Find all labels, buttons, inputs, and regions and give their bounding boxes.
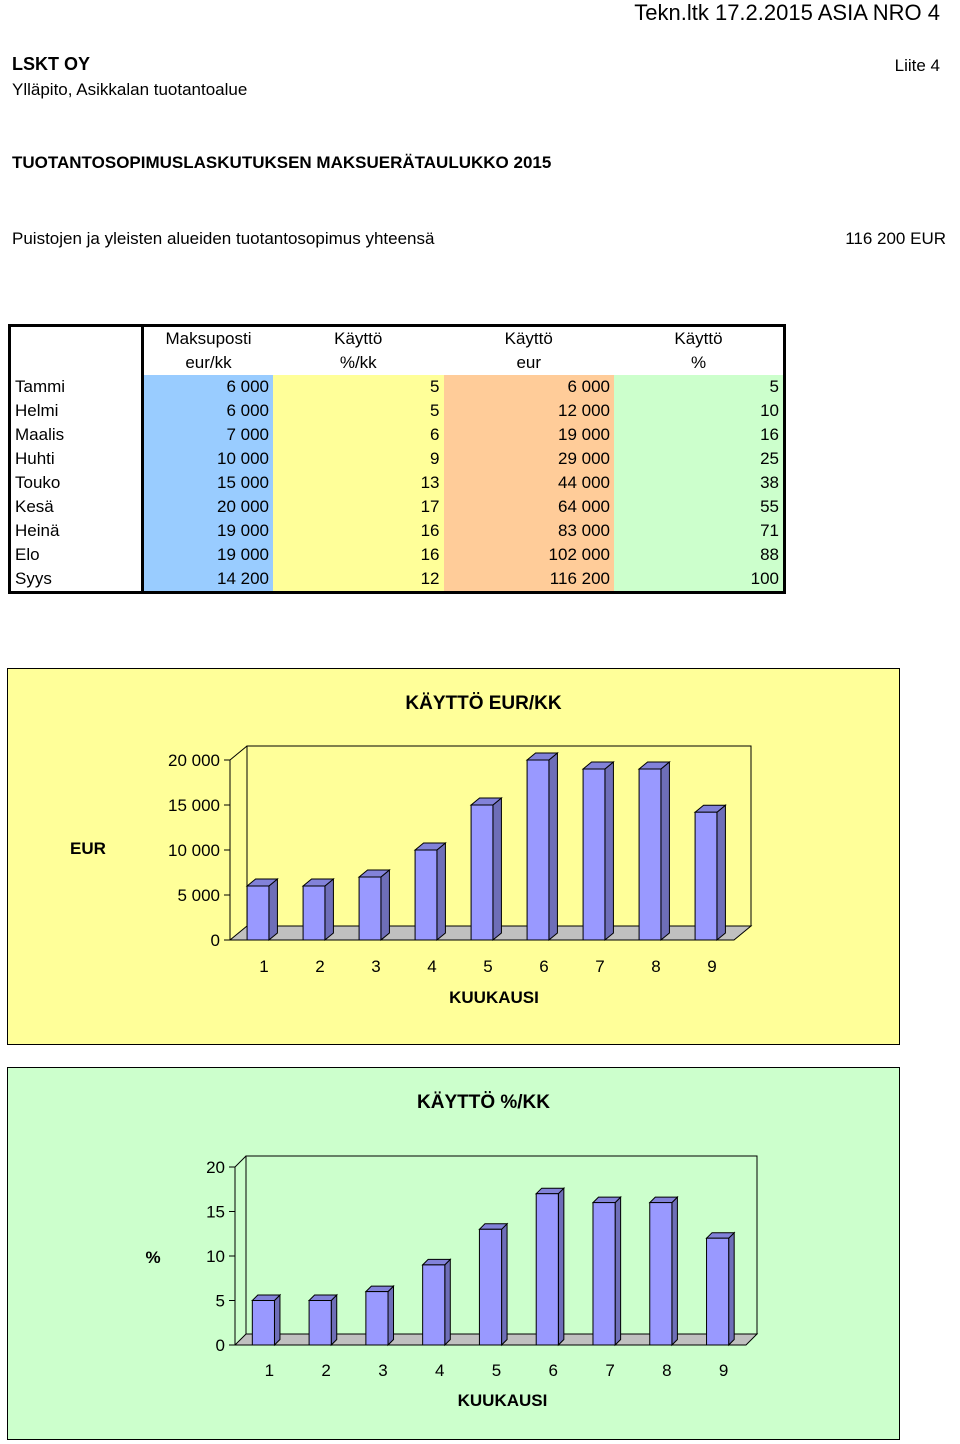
bar-front: [479, 1229, 501, 1345]
table-header-row: [10, 326, 785, 352]
x-tick-label: 7: [605, 1361, 615, 1380]
x-tick-label: 5: [491, 1361, 502, 1380]
pct-month-cell: 6: [273, 423, 444, 447]
x-tick-label: 2: [321, 1361, 331, 1380]
x-tick-label: 5: [483, 957, 493, 976]
column-header-payment: Maksuposti: [165, 329, 252, 348]
cum-pct-cell: 38: [614, 471, 785, 495]
bar: [639, 762, 669, 940]
bar: [707, 1233, 735, 1345]
month-cell: Helmi: [10, 399, 143, 423]
bar-top: [366, 1286, 394, 1292]
pct-month-cell: 16: [273, 519, 444, 543]
bar: [527, 753, 557, 940]
bar-top: [536, 1188, 564, 1194]
bar: [359, 870, 389, 940]
chart-pct-svg: [8, 1068, 899, 1439]
payment-cell: 19 000: [143, 519, 274, 543]
cum-eur-cell: 64 000: [444, 495, 615, 519]
cum-eur-cell: 12 000: [444, 399, 615, 423]
y-tick-label: 0: [215, 1336, 225, 1355]
bar-side: [558, 1188, 564, 1345]
month-column-header: [10, 326, 143, 376]
column-unit-cum-pct: %: [690, 353, 707, 372]
pct-month-cell: 13: [273, 471, 444, 495]
x-tick-label: 9: [718, 1361, 729, 1380]
pct-month-cell: 5: [273, 375, 444, 399]
x-tick-label: 2: [315, 957, 325, 976]
bar-front: [359, 877, 381, 940]
bar: [309, 1295, 337, 1345]
cum-pct-cell: 16: [614, 423, 785, 447]
cum-eur-cell: 6 000: [444, 375, 615, 399]
cum-pct-cell: 10: [614, 399, 785, 423]
contract-total-value: 116 200 EUR: [845, 229, 946, 248]
month-cell: Heinä: [10, 519, 143, 543]
company-name: LSKT OY: [12, 54, 91, 74]
bar-top: [252, 1295, 280, 1301]
cum-pct-cell: 71: [614, 519, 785, 543]
bar: [252, 1295, 280, 1345]
cum-eur-cell: 19 000: [444, 423, 615, 447]
chart-title: KÄYTTÖ EUR/KK: [405, 693, 562, 714]
bar-front: [593, 1203, 615, 1345]
cum-eur-cell: 44 000: [444, 471, 615, 495]
bar: [536, 1188, 564, 1345]
document-title: TUOTANTOSOPIMUSLASKUTUKSEN MAKSUERÄTAULUKKO 2015: [12, 153, 552, 172]
y-tick-label: 10 000: [168, 841, 220, 860]
bar: [415, 843, 445, 940]
bar: [423, 1259, 451, 1345]
bar-side: [274, 1295, 280, 1345]
cum-pct-cell: 55: [614, 495, 785, 519]
table-row: [10, 399, 785, 423]
bar: [479, 1224, 507, 1345]
table-row: [10, 567, 785, 593]
month-cell: Huhti: [10, 447, 143, 471]
bar: [303, 879, 333, 940]
y-tick-label: 10: [206, 1247, 225, 1266]
bar: [471, 798, 501, 940]
x-tick-label: 1: [264, 1361, 275, 1380]
bar-front: [252, 1301, 274, 1346]
bar-front: [366, 1292, 388, 1345]
cum-eur-cell: 29 000: [444, 447, 615, 471]
cum-eur-cell: 83 000: [444, 519, 615, 543]
pct-month-cell: 17: [273, 495, 444, 519]
table-row: [10, 447, 785, 471]
chart-title: KÄYTTÖ %/KK: [417, 1092, 550, 1113]
y-axis-depth-line: [230, 746, 247, 760]
payment-cell: 6 000: [143, 399, 274, 423]
month-cell: Elo: [10, 543, 143, 567]
cum-pct-cell: 100: [614, 567, 785, 593]
pct-month-cell: 12: [273, 567, 444, 593]
bar-side: [729, 1233, 735, 1345]
table-row: [10, 375, 785, 399]
table-row: [10, 519, 785, 543]
bar-side: [502, 1224, 508, 1345]
table-row: [10, 471, 785, 495]
payment-cell: 19 000: [143, 543, 274, 567]
x-tick-label: 7: [595, 957, 605, 976]
bar: [650, 1197, 678, 1345]
y-tick-label: 20 000: [168, 751, 220, 770]
x-tick-label: 4: [427, 957, 437, 976]
payment-cell: 15 000: [143, 471, 274, 495]
bar-side: [381, 870, 390, 940]
chart-eur-per-month: [7, 668, 900, 1045]
column-unit-cum-eur: eur: [516, 353, 542, 372]
column-header-cum-pct: Käyttö: [674, 329, 723, 348]
bar-top: [423, 1259, 451, 1265]
bar-front: [707, 1238, 729, 1345]
month-cell: Maalis: [10, 423, 143, 447]
bar: [583, 762, 613, 940]
cum-pct-cell: 25: [614, 447, 785, 471]
bar-side: [549, 753, 558, 940]
y-tick-label: 20: [206, 1158, 225, 1177]
bar-front: [247, 886, 269, 940]
bar-top: [309, 1295, 337, 1301]
bar-side: [437, 843, 446, 940]
bar-top: [593, 1197, 621, 1203]
month-cell: Kesä: [10, 495, 143, 519]
cum-eur-cell: 102 000: [444, 543, 615, 567]
x-axis-title: KUUKAUSI: [449, 988, 539, 1007]
bar-front: [423, 1265, 445, 1345]
bar-front: [650, 1203, 672, 1345]
column-unit-payment: eur/kk: [185, 353, 232, 372]
x-tick-label: 6: [548, 1361, 559, 1380]
bar-front: [639, 769, 661, 940]
bar-side: [445, 1259, 451, 1345]
month-cell: Tammi: [10, 375, 143, 399]
column-header-cum-eur: Käyttö: [504, 329, 553, 348]
bar-top: [707, 1233, 735, 1239]
bar-top: [479, 1224, 507, 1230]
column-unit-pct-month: %/kk: [339, 353, 377, 372]
month-cell: Touko: [10, 471, 143, 495]
payment-cell: 10 000: [143, 447, 274, 471]
pct-month-cell: 16: [273, 543, 444, 567]
x-tick-label: 3: [378, 1361, 388, 1380]
contract-total-label: Puistojen ja yleisten alueiden tuotantosopimus yhteensä: [12, 229, 435, 248]
cum-pct-cell: 5: [614, 375, 785, 399]
bar-side: [717, 805, 726, 940]
subunit-name: Ylläpito, Asikkalan tuotantoalue: [12, 80, 248, 99]
appendix-label: Liite 4: [894, 56, 940, 75]
x-tick-label: 3: [371, 957, 381, 976]
y-tick-label: 0: [210, 931, 220, 950]
x-tick-label: 1: [259, 957, 269, 976]
bar-side: [615, 1197, 621, 1345]
y-tick-label: 5 000: [177, 886, 220, 905]
bar-side: [269, 879, 278, 940]
bar-front: [303, 886, 325, 940]
chart-pct-per-month: [7, 1067, 900, 1440]
column-header-pct-month: Käyttö: [334, 329, 383, 348]
bar: [366, 1286, 394, 1345]
payment-cell: 14 200: [143, 567, 274, 593]
payment-schedule-table: [8, 324, 786, 594]
bar-side: [325, 879, 334, 940]
payment-cell: 20 000: [143, 495, 274, 519]
table-row: [10, 423, 785, 447]
bar-front: [583, 769, 605, 940]
bar-front: [471, 805, 493, 940]
x-tick-label: 8: [662, 1361, 672, 1380]
x-tick-label: 6: [539, 957, 549, 976]
bar-side: [661, 762, 670, 940]
payment-cell: 7 000: [143, 423, 274, 447]
bar-side: [605, 762, 614, 940]
pct-month-cell: 9: [273, 447, 444, 471]
bar-front: [309, 1301, 331, 1346]
document-reference: Tekn.ltk 17.2.2015 ASIA NRO 4: [634, 0, 940, 25]
cum-eur-cell: 116 200: [444, 567, 615, 593]
y-tick-label: 15: [206, 1202, 225, 1222]
bar-top: [650, 1197, 678, 1203]
cum-pct-cell: 88: [614, 543, 785, 567]
table-row: [10, 495, 785, 519]
bar-side: [331, 1295, 337, 1345]
payment-cell: 6 000: [143, 375, 274, 399]
y-tick-label: 5: [215, 1291, 225, 1311]
x-tick-label: 8: [651, 957, 661, 976]
x-axis-title: KUUKAUSI: [457, 1391, 548, 1410]
bar-front: [415, 850, 437, 940]
bar-front: [527, 760, 549, 940]
y-axis-title: EUR: [70, 839, 106, 858]
bar-side: [672, 1197, 678, 1345]
x-tick-label: 4: [434, 1361, 445, 1380]
bar: [247, 879, 277, 940]
bar-front: [536, 1194, 558, 1345]
y-tick-label: 15 000: [168, 796, 220, 815]
chart-eur-svg: [8, 669, 899, 1044]
bar-front: [695, 812, 717, 940]
bar: [593, 1197, 621, 1345]
bar: [695, 805, 725, 940]
y-axis-title: %: [145, 1248, 161, 1267]
pct-month-cell: 5: [273, 399, 444, 423]
x-tick-label: 9: [707, 957, 717, 976]
bar-side: [388, 1286, 394, 1345]
y-axis-depth-line: [235, 1156, 246, 1167]
table-row: [10, 543, 785, 567]
month-cell: Syys: [10, 567, 143, 593]
bar-side: [493, 798, 502, 940]
